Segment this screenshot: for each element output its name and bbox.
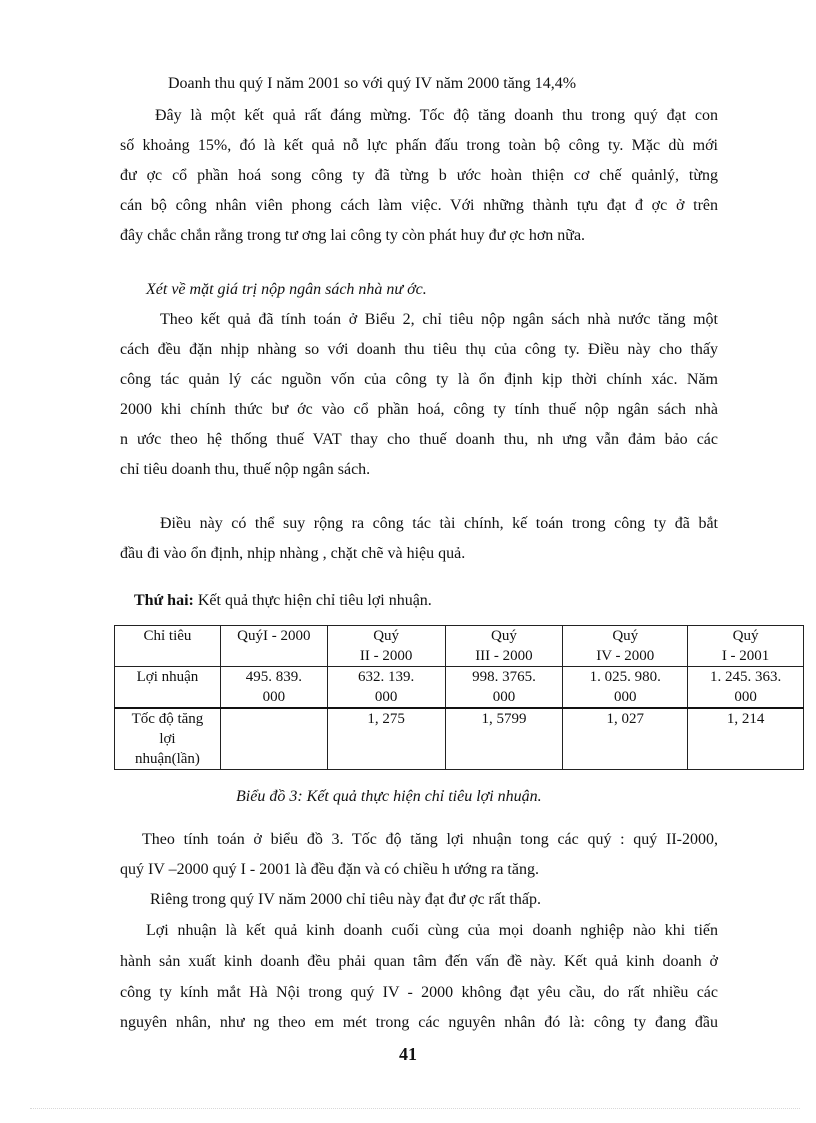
table-header-cell: QuýI - 2000 bbox=[220, 626, 327, 667]
table-caption: Biểu đồ 3: Kết quả thực hiện chỉ tiêu lợi nhuận. bbox=[236, 788, 542, 805]
table-row bbox=[115, 667, 804, 709]
table-cell: 1, 214 bbox=[688, 708, 804, 770]
text-line: nguyên nhân, như ng theo em mét trong các nguyên nhân đó là: công ty đang đầu bbox=[120, 1014, 718, 1031]
table-header-cell: Quý III - 2000 bbox=[445, 626, 563, 667]
text-line: số khoảng 15%, đó là kết quả nỗ lực phấn đấu trong toàn bộ công ty. Mặc dù mới bbox=[120, 137, 718, 154]
text-line: Doanh thu quý I năm 2001 so với quý IV năm 2000 tăng 14,4% bbox=[168, 75, 577, 92]
text-line: đây chắc chắn rằng trong tư ơng lai công ty còn phát huy đư ợc hơn nữa. bbox=[120, 227, 586, 244]
text-line: n ước theo hệ thống thuế VAT thay cho thuế doanh thu, nh ưng vẫn đảm bảo các bbox=[120, 431, 718, 448]
table-header-cell: Quý II - 2000 bbox=[327, 626, 445, 667]
text-line: công ty kính mắt Hà Nội trong quý IV - 2000 không đạt yêu cầu, do rất nhiều các bbox=[120, 984, 718, 1001]
table-cell bbox=[220, 708, 327, 770]
section-heading: Xét về mặt giá trị nộp ngân sách nhà nư ớc. bbox=[146, 281, 427, 298]
table-cell: 1. 025. 980. 000 bbox=[563, 667, 688, 709]
table-cell: Lợi nhuận bbox=[115, 667, 221, 709]
table-cell: 998. 3765. 000 bbox=[445, 667, 563, 709]
table-header-cell: Quý I - 2001 bbox=[688, 626, 804, 667]
section-label: Thứ hai: bbox=[134, 592, 194, 609]
text-line: Đây là một kết quả rất đáng mừng. Tốc độ tăng doanh thu trong quý đạt con bbox=[155, 107, 718, 124]
text-line: hành sản xuất kinh doanh đều phải quan tâm đến vấn đề này. Kết quả kinh doanh ở bbox=[120, 953, 718, 970]
footer-divider bbox=[30, 1108, 800, 1109]
table-header-row bbox=[115, 626, 804, 667]
text-line: 2000 khi chính thức bư ớc vào cổ phần hoá, công ty tính thuế nộp ngân sách nhà bbox=[120, 401, 718, 418]
text-line: cách đều đặn nhịp nhàng so với doanh thu tiêu thụ của công ty. Điều này cho thấy bbox=[120, 341, 718, 358]
text-line: đầu đi vào ổn định, nhịp nhàng , chặt chẽ và hiệu quả. bbox=[120, 545, 466, 562]
text-line: chỉ tiêu doanh thu, thuế nộp ngân sách. bbox=[120, 461, 371, 478]
table-cell: 1, 275 bbox=[327, 708, 445, 770]
text-line: Điều này có thể suy rộng ra công tác tài chính, kế toán trong công ty đã bắt bbox=[160, 515, 718, 532]
table-header-cell: Quý IV - 2000 bbox=[563, 626, 688, 667]
table-cell: 632. 139. 000 bbox=[327, 667, 445, 709]
text-line: quý IV –2000 quý I - 2001 là đều đặn và có chiều h ướng ra tăng. bbox=[120, 861, 539, 878]
table-header-cell: Chỉ tiêu bbox=[115, 626, 221, 667]
text-line: Theo kết quả đã tính toán ở Biểu 2, chỉ tiêu nộp ngân sách nhà nước tăng một bbox=[160, 311, 718, 328]
page-number: 41 bbox=[399, 1044, 417, 1064]
profit-table bbox=[114, 625, 804, 770]
table-cell: 1. 245. 363. 000 bbox=[688, 667, 804, 709]
section-text: Kết quả thực hiện chỉ tiêu lợi nhuận. bbox=[193, 592, 432, 609]
table-cell: 1, 5799 bbox=[445, 708, 563, 770]
text-line: Theo tính toán ở biểu đồ 3. Tốc độ tăng lợi nhuận tong các quý : quý II-2000, bbox=[142, 831, 718, 848]
text-line: đư ợc cổ phần hoá song công ty đã từng b ước hoàn thiện cơ chế quảnlý, từng bbox=[120, 167, 718, 184]
text-line: Riêng trong quý IV năm 2000 chỉ tiêu này đạt đư ợc rất thấp. bbox=[150, 891, 541, 908]
table-cell: Tốc độ tăng lợi nhuận(lần) bbox=[115, 708, 221, 770]
table-cell: 495. 839. 000 bbox=[220, 667, 327, 709]
text-line: công tác quản lý các nguồn vốn của công ty là ổn định kịp thời chính xác. Năm bbox=[120, 371, 718, 388]
text-line: cán bộ công nhân viên phong cách làm việc. Với những thành tựu đạt đ ợc ở trên bbox=[120, 197, 718, 214]
table-cell: 1, 027 bbox=[563, 708, 688, 770]
section-title bbox=[134, 591, 432, 611]
table-row bbox=[115, 708, 804, 770]
text-line: Lợi nhuận là kết quả kinh doanh cuối cùng của mọi doanh nghiệp nào khi tiến bbox=[146, 922, 718, 939]
